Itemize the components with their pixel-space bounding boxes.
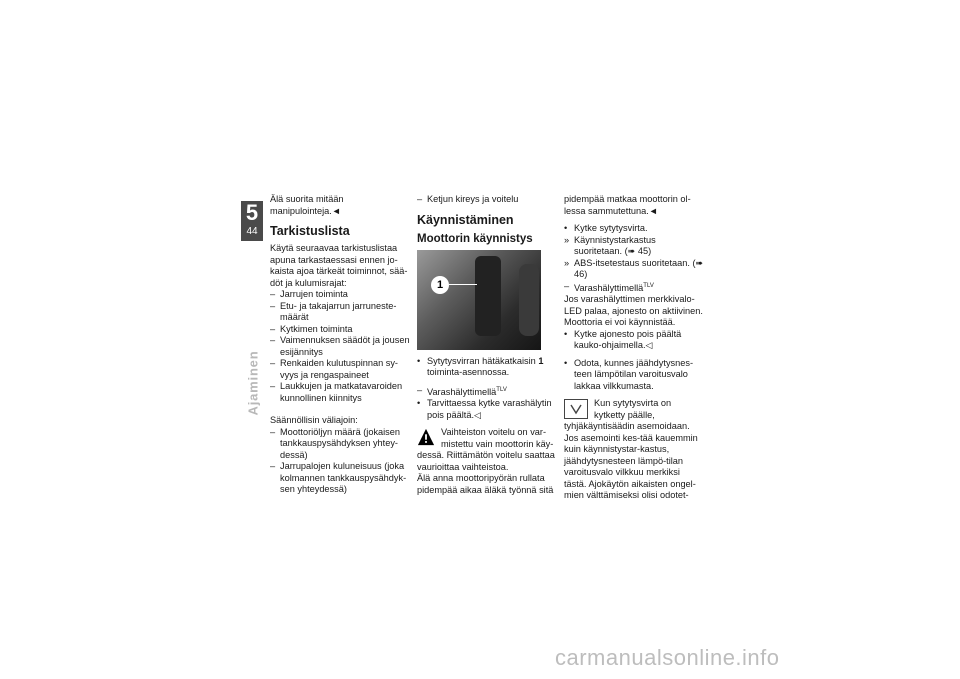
tlv-line: – Varashälyttimellä$^{TLV}$ (417, 384, 507, 397)
intro-text: Älä suorita mitään manipulointeja.◄ (270, 194, 344, 216)
check-item: – Vaimennuksen säädöt ja jousen esijännitys (270, 335, 410, 357)
watermark: carmanualsonline.info (555, 645, 780, 670)
periodic-lead: Säännöllisin väliajoin: (270, 415, 358, 425)
handlebar-grip (519, 264, 539, 336)
callout-marker: 1 (431, 276, 449, 294)
warning-text: Vaihteiston voitelu on var-mistettu vain moottorin käy-dessä. Riittämätön voitelu saattaa vaurioittaa vaihteistoa. (417, 427, 555, 472)
check-item: – Etu- ja takajarrun jarruneste-määrät (270, 300, 397, 322)
chapter-number: 5 (245, 200, 259, 225)
periodic-item: – Moottoriöljyn määrä (jokaisen tankkauspysähdyksen yhtey-dessä) (270, 426, 400, 460)
step-item: • Kytke sytytysvirta. (564, 223, 648, 233)
check-item: – Kytkimen toiminta (270, 323, 353, 334)
note-text: Kun sytytysvirta on kytketty päälle, tyhjäkäyntisäädin asemoidaan. Jos asemointi kes-tää kauemmin kuin käynnistystar-kastus, jäähdytysnesteen lämpö-tilan varoitusvalo vilkkuu merkiksi tästä. Ajokäytön aikaisten ongel-mien välttämiseksi olisi odotet- (564, 398, 698, 501)
result-item: » ABS-itsetestaus suoritetaan. (➠ 46) (564, 257, 704, 279)
column-1 (270, 194, 410, 496)
starting-heading: Käynnistäminen (417, 212, 514, 227)
kill-switch (475, 256, 501, 336)
result-item: » Käynnistystarkastus suoritetaan. (➠ 45) (564, 234, 656, 256)
tlv-text: Jos varashälyttimen merkkivalo-LED palaa, ajonesto on aktiivinen. Moottoria ei voi käynnistää. (564, 294, 703, 328)
chapter-side-label (243, 338, 263, 428)
chapter-tab (241, 201, 263, 241)
page-number: 44 (246, 226, 258, 237)
note-block (564, 398, 704, 502)
warning-continued: pidempää matkaa moottorin ol-lessa sammutettuna.◄ (564, 194, 691, 216)
check-item: – Jarrujen toiminta (270, 289, 348, 299)
check-item: – Ketjun kireys ja voitelu (417, 194, 519, 204)
step-item: • Sytytysvirran hätäkatkaisin 1 toiminta-asennossa. (417, 355, 544, 377)
column-2 (417, 194, 557, 496)
tlv-line: – Varashälyttimellä$^{TLV}$ (564, 280, 654, 293)
callout-leader (449, 284, 477, 285)
step-item: • Kytke ajonesto pois päältä kauko-ohjaimella.◁ (564, 328, 682, 351)
warning-block (417, 427, 557, 496)
chapter-side-label-text: Ajaminen (245, 350, 261, 416)
note-icon (564, 399, 588, 419)
engine-start-subheading: Moottorin käynnistys (417, 232, 533, 245)
checklist-lead: Käytä seuraavaa tarkistuslistaa apuna tarkastaessasi ennen jo-kaista ajoa tärkeät toiminnot, sää-döt ja kulumisrajat: (270, 243, 408, 288)
handlebar-switch-photo (417, 250, 541, 350)
step-item: • Odota, kunnes jäähdytysnes-teen lämpötilan varoitusvalo lakkaa vilkkumasta. (564, 357, 693, 391)
step-item: • Tarvittaessa kytke varashälytin pois päältä.◁ (417, 398, 552, 420)
warning-text-2: Älä anna moottoripyörän rullata pidempää aikaa äläkä työnnä sitä (417, 473, 554, 495)
check-item: – Renkaiden kulutuspinnan sy-vyys ja rengaspaineet (270, 358, 398, 380)
checklist-heading: Tarkistuslista (270, 224, 350, 238)
check-item: – Laukkujen ja matkatavaroiden kunnollinen kiinnitys (270, 381, 403, 403)
column-3 (564, 194, 704, 502)
periodic-item: – Jarrupalojen kuluneisuus (joka kolmannen tankkauspysähdyk-sen yhteydessä) (270, 461, 407, 494)
warning-icon (417, 428, 435, 446)
